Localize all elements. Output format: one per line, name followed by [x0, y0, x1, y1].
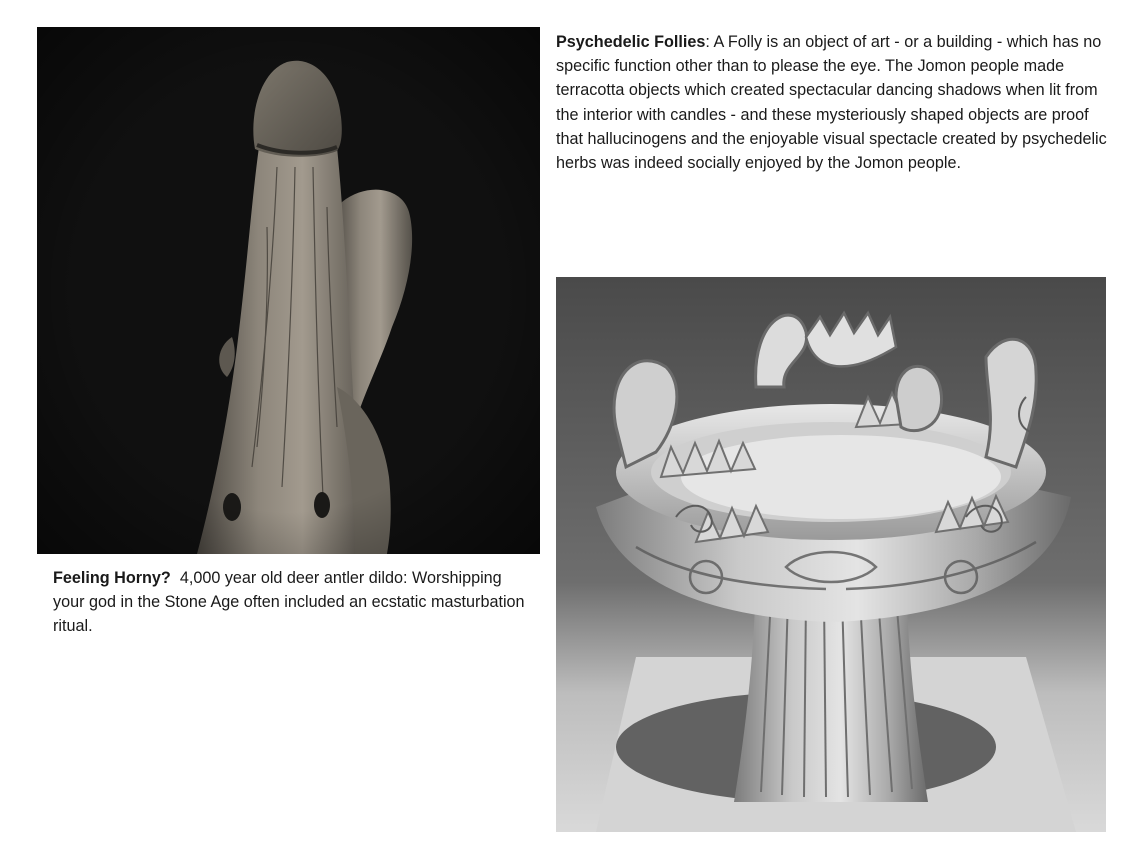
- antler-caption-heading: Feeling Horny?: [53, 569, 171, 587]
- jomon-caption: [556, 30, 1116, 175]
- jomon-pottery-photo: [556, 277, 1106, 832]
- antler-caption: [53, 566, 533, 639]
- jomon-caption-heading: Psychedelic Follies: [556, 33, 706, 51]
- jomon-caption-text: : A Folly is an object of art - or a building - which has no specific function other than to please the eye. The Jomon people made terracotta objects which created spectacular dancing shadows when lit from the interior with candles - and these mysteriously shaped objects are proof that hallucinogens and the enjoyable visual spectacle created by psychedelic herbs was indeed socially enjoyed by the Jomon people.: [556, 33, 1107, 173]
- antler-artifact-photo: [37, 27, 540, 554]
- jomon-pottery-image: [556, 277, 1106, 832]
- antler-caption-text: 4,000 year old deer antler dildo: Worshipping your god in the Stone Age often included an ecstatic masturbation ritual.: [53, 569, 525, 636]
- antler-artifact-image: [37, 27, 540, 554]
